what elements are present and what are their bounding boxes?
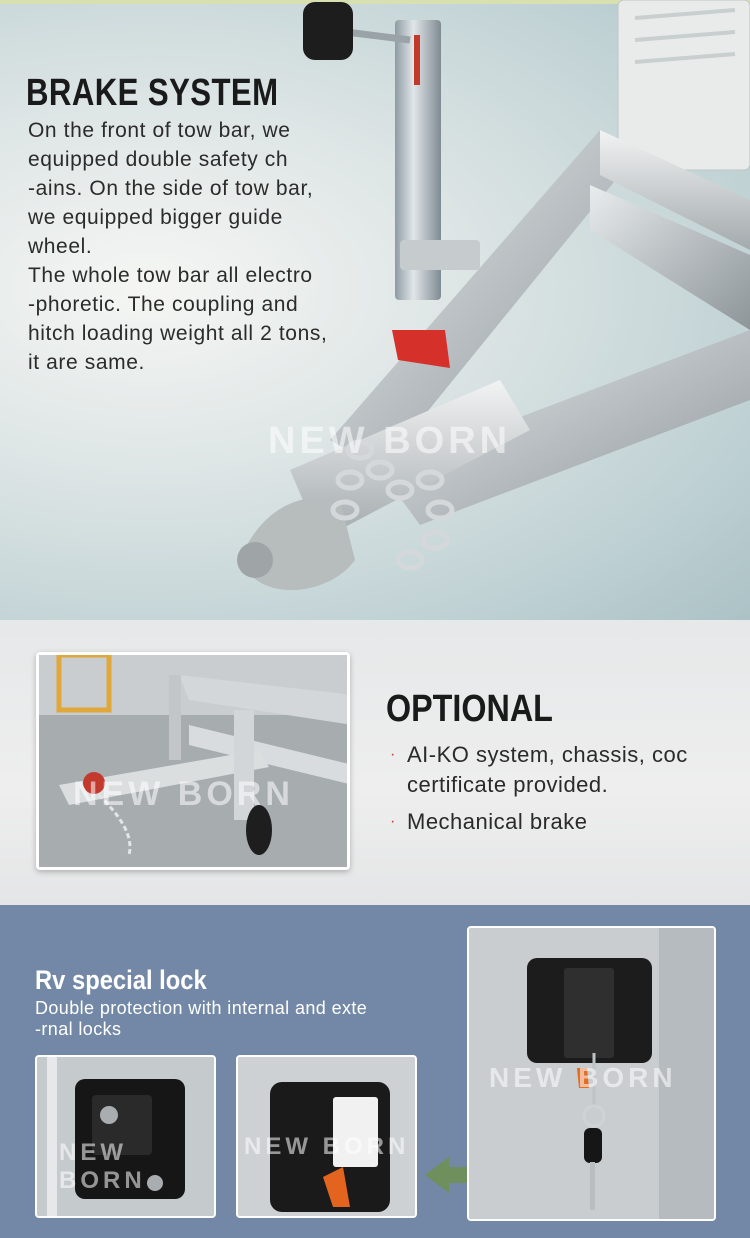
brake-system-description	[28, 116, 358, 377]
list-item	[390, 807, 707, 837]
description-line: hitch loading weight all 2 tons,	[28, 322, 328, 345]
photo-watermark: NEW BORN	[59, 1139, 146, 1194]
subtitle-line: Double protection with internal and exte	[35, 998, 368, 1018]
description-line: -ains. On the side of tow bar,	[28, 177, 314, 200]
description-line: wheel.	[28, 235, 93, 258]
optional-title: OPTIONAL	[386, 688, 553, 730]
description-line: -phoretic. The coupling and	[28, 293, 299, 316]
exterior-lock-photo	[35, 1055, 216, 1218]
brake-system-title: BRAKE SYSTEM	[26, 72, 279, 114]
photo-watermark: NEW BORN	[268, 420, 512, 462]
photo-watermark: NEW BORN	[489, 1062, 677, 1093]
description-line: The whole tow bar all electro	[28, 264, 313, 287]
description-line: it are same.	[28, 351, 145, 374]
description-line: equipped double safety ch	[28, 148, 289, 171]
lock-title: Rv special lock	[35, 965, 207, 995]
photo-watermark: NEW BORN	[244, 1133, 410, 1160]
list-item	[390, 740, 707, 800]
optional-section	[0, 620, 750, 905]
optional-feature-list	[390, 740, 707, 844]
rv-lock-section	[0, 905, 750, 1238]
description-line: we equipped bigger guide	[28, 206, 283, 229]
door-lock-with-keys-photo	[467, 926, 716, 1221]
description-line: On the front of tow bar, we	[28, 119, 291, 142]
subtitle-line: -rnal locks	[35, 1019, 122, 1039]
photo-watermark: NEW BORN	[73, 775, 294, 813]
feature-text: Mechanical brake	[407, 809, 588, 834]
lock-subtitle	[35, 998, 435, 1040]
bullet-icon: ·	[390, 746, 396, 763]
interior-lock-photo	[236, 1055, 417, 1218]
bullet-icon: ·	[390, 813, 396, 830]
feature-text: AI-KO system, chassis, coc certificate provided.	[407, 742, 688, 797]
trailer-hitch-photo	[36, 652, 350, 870]
